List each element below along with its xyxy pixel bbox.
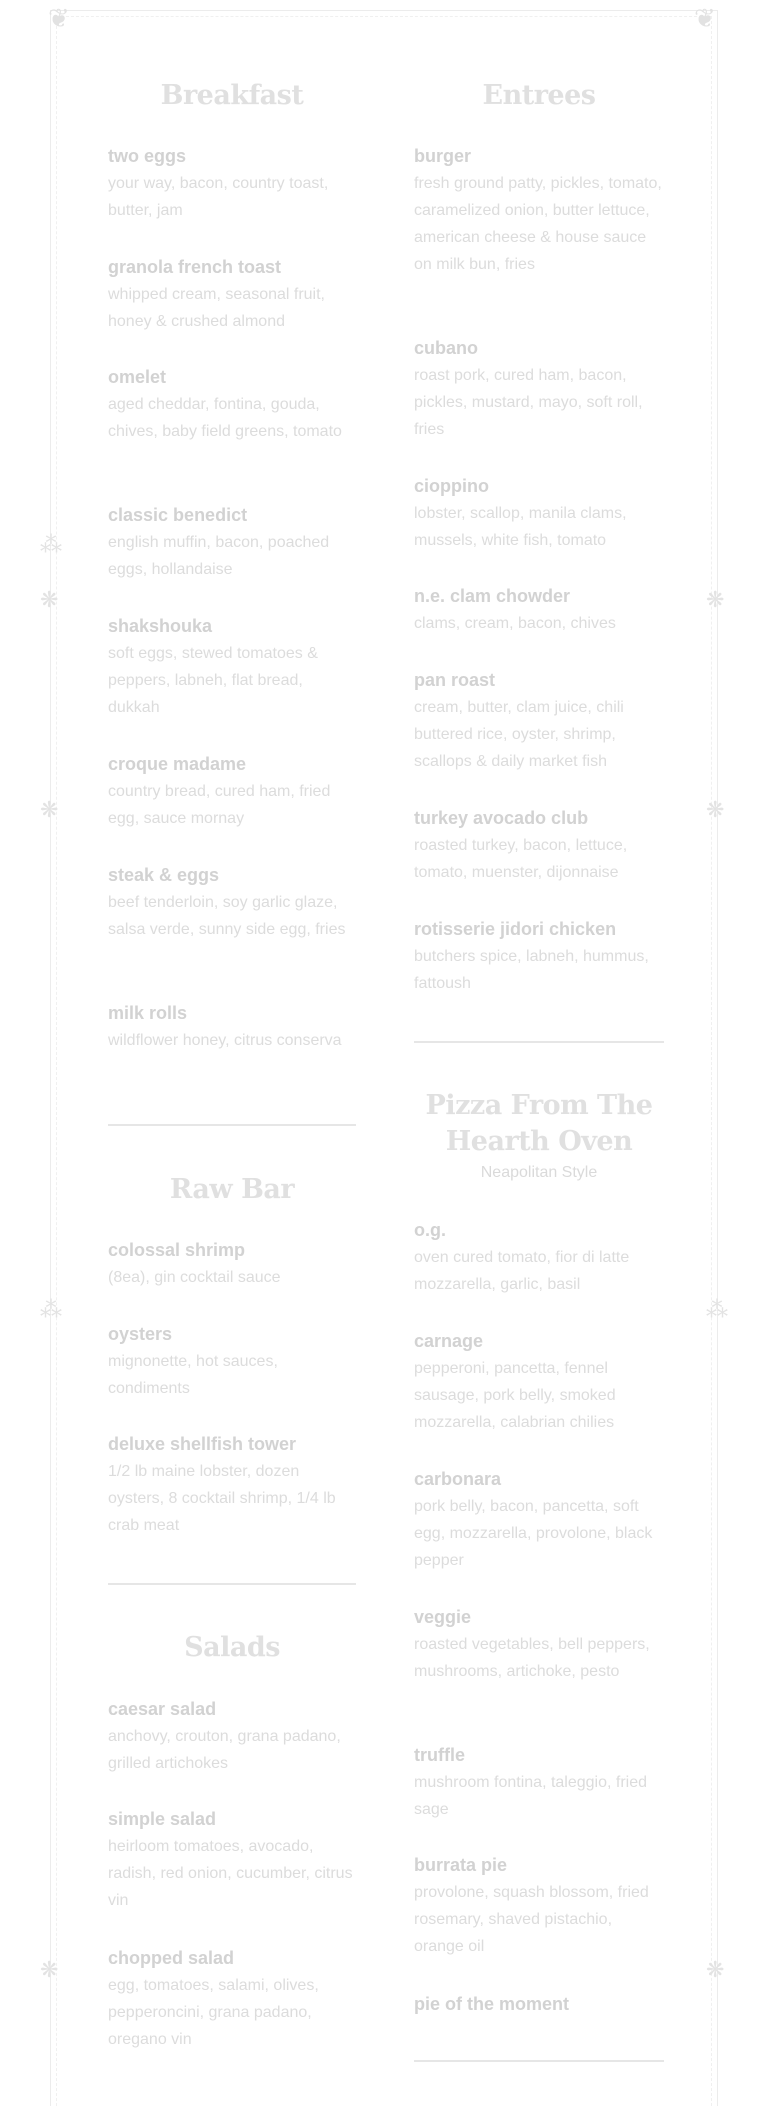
section-title-salads: Salads <box>184 1632 280 1663</box>
menu-item-carnage <box>414 1328 664 1436</box>
item-desc: soft eggs, stewed tomatoes & peppers, labneh, flat bread, dukkah <box>108 645 318 716</box>
item-name: n.e. clam chowder <box>414 586 571 606</box>
item-desc: pork belly, bacon, pancetta, soft egg, mozzarella, provolone, black pepper <box>414 1498 653 1569</box>
menu-item-ne-clam-chowder <box>414 583 664 637</box>
menu-item-omelet <box>108 364 356 445</box>
flourish-side-icon: ❋ <box>706 798 725 823</box>
menu-item-simple-salad <box>108 1806 356 1914</box>
item-desc: mignonette, hot sauces, condiments <box>108 1353 278 1397</box>
item-desc: butchers spice, labneh, hummus, fattoush <box>414 948 649 992</box>
item-name: simple salad <box>108 1809 217 1829</box>
item-desc: clams, cream, bacon, chives <box>414 615 616 632</box>
item-name: two eggs <box>108 146 187 166</box>
menu-item-classic-benedict <box>108 502 356 583</box>
item-name: classic benedict <box>108 505 248 525</box>
menu-item-milk-rolls <box>108 1000 356 1054</box>
item-name: burrata pie <box>414 1855 508 1875</box>
flourish-side-icon: ❋ <box>40 588 59 613</box>
menu-item-turkey-avocado-club <box>414 805 664 886</box>
flourish-side-icon: ❋ <box>706 1958 725 1983</box>
item-desc: cream, butter, clam juice, chili buttered rice, oyster, shrimp, scallops & daily market fish <box>414 699 624 770</box>
item-name: deluxe shellfish tower <box>108 1434 297 1454</box>
menu-item-veggie <box>414 1604 664 1685</box>
section-divider <box>414 1041 664 1043</box>
menu-item-steak-eggs <box>108 862 356 943</box>
flourish-side-icon: ❋ <box>40 1958 59 1983</box>
item-name: veggie <box>414 1607 472 1627</box>
item-name: rotisserie jidori chicken <box>414 919 617 939</box>
menu-item-colossal-shrimp <box>108 1237 356 1291</box>
item-desc: heirloom tomatoes, avocado, radish, red onion, cucumber, citrus vin <box>108 1838 353 1909</box>
menu-item-cubano <box>414 335 664 443</box>
section-title-raw-bar: Raw Bar <box>169 1174 295 1205</box>
menu-item-oysters <box>108 1321 356 1402</box>
menu-item-croque-madame <box>108 751 356 832</box>
menu-item-pan-roast <box>414 667 664 775</box>
section-divider <box>414 2060 664 2062</box>
item-name: cioppino <box>414 476 489 496</box>
item-desc: anchovy, crouton, grana padano, grilled artichokes <box>108 1728 341 1772</box>
menu-item-chopped-salad <box>108 1945 356 2053</box>
item-desc: roast pork, cured ham, bacon, pickles, mustard, mayo, soft roll, fries <box>414 367 643 438</box>
item-name: pan roast <box>414 670 496 690</box>
item-desc: lobster, scallop, manila clams, mussels, white fish, tomato <box>414 505 627 549</box>
item-name: oysters <box>108 1324 173 1344</box>
item-desc: beef tenderloin, soy garlic glaze, salsa verde, sunny side egg, fries <box>108 894 346 938</box>
menu-item-truffle <box>414 1742 664 1823</box>
item-name: burger <box>414 146 472 166</box>
item-desc: english muffin, bacon, poached eggs, hollandaise <box>108 534 330 578</box>
item-name: carbonara <box>414 1469 502 1489</box>
section-divider <box>108 1124 356 1126</box>
item-name: granola french toast <box>108 257 282 277</box>
menu-item-two-eggs <box>108 143 356 224</box>
menu-item-carbonara <box>414 1466 664 1574</box>
section-title-breakfast: Breakfast <box>160 80 304 111</box>
item-desc: mushroom fontina, taleggio, fried sage <box>414 1774 648 1818</box>
menu-item-burger <box>414 143 664 278</box>
section-subtitle-pizza: Neapolitan Style <box>480 1164 598 1181</box>
menu-item-shakshouka <box>108 613 356 721</box>
section-title-entrees: Entrees <box>482 80 596 111</box>
section-title-pizza-line2: Hearth Oven <box>445 1126 633 1157</box>
menu-item-cioppino <box>414 473 664 554</box>
item-name: shakshouka <box>108 616 213 636</box>
item-desc: country bread, cured ham, fried egg, sauce mornay <box>108 783 331 827</box>
section-title-pizza-line1: Pizza From The <box>425 1090 653 1121</box>
flourish-side-icon: ❋ <box>40 798 59 823</box>
menu-item-rotisserie-jidori-chicken <box>414 916 664 997</box>
menu-item-granola-french-toast <box>108 254 356 335</box>
item-name: milk rolls <box>108 1003 188 1023</box>
item-name: pie of the moment <box>414 1994 570 2014</box>
flourish-side-icon: ❋ <box>706 588 725 613</box>
item-name: turkey avocado club <box>414 808 589 828</box>
flourish-corner-icon: ❦ <box>694 4 716 34</box>
item-desc: pepperoni, pancetta, fennel sausage, pork belly, smoked mozzarella, calabrian chilies <box>414 1360 616 1431</box>
item-name: carnage <box>414 1331 484 1351</box>
menu-item-deluxe-shellfish-tower <box>108 1431 356 1539</box>
item-desc: roasted turkey, bacon, lettuce, tomato, muenster, dijonnaise <box>414 837 628 881</box>
flourish-side-icon: ⁂ <box>706 1298 728 1323</box>
menu-item-og <box>414 1217 664 1298</box>
item-name: croque madame <box>108 754 247 774</box>
item-desc: roasted vegetables, bell peppers, mushrooms, artichoke, pesto <box>414 1636 650 1680</box>
menu-item-caesar-salad <box>108 1696 356 1777</box>
item-desc: aged cheddar, fontina, gouda, chives, baby field greens, tomato <box>108 396 342 440</box>
item-name: steak & eggs <box>108 865 220 885</box>
item-desc: whipped cream, seasonal fruit, honey & crushed almond <box>108 286 325 330</box>
flourish-side-icon: ⁂ <box>40 533 62 558</box>
flourish-side-icon: ⁂ <box>40 1298 62 1323</box>
item-name: caesar salad <box>108 1699 217 1719</box>
item-desc: (8ea), gin cocktail sauce <box>108 1269 281 1286</box>
item-desc: your way, bacon, country toast, butter, jam <box>108 175 329 219</box>
item-name: truffle <box>414 1745 465 1765</box>
item-desc: egg, tomatoes, salami, olives, pepperoncini, grana padano, oregano vin <box>108 1977 319 2048</box>
item-name: cubano <box>414 338 479 358</box>
item-name: colossal shrimp <box>108 1240 246 1260</box>
flourish-corner-icon: ❦ <box>48 4 70 34</box>
item-desc: wildflower honey, citrus conserva <box>108 1032 342 1049</box>
item-name: omelet <box>108 367 167 387</box>
menu-item-pie-of-the-moment <box>414 1991 664 2018</box>
section-divider <box>108 1583 356 1585</box>
item-desc: 1/2 lb maine lobster, dozen oysters, 8 cocktail shrimp, 1/4 lb crab meat <box>108 1463 336 1534</box>
menu-item-burrata-pie <box>414 1852 664 1960</box>
item-name: chopped salad <box>108 1948 235 1968</box>
item-desc: oven cured tomato, fior di latte mozzarella, garlic, basil <box>414 1249 630 1293</box>
item-desc: fresh ground patty, pickles, tomato, caramelized onion, butter lettuce, american cheese & house sauce on milk bun, fries <box>414 175 662 273</box>
item-name: o.g. <box>414 1220 446 1240</box>
item-desc: provolone, squash blossom, fried rosemary, shaved pistachio, orange oil <box>414 1884 649 1955</box>
